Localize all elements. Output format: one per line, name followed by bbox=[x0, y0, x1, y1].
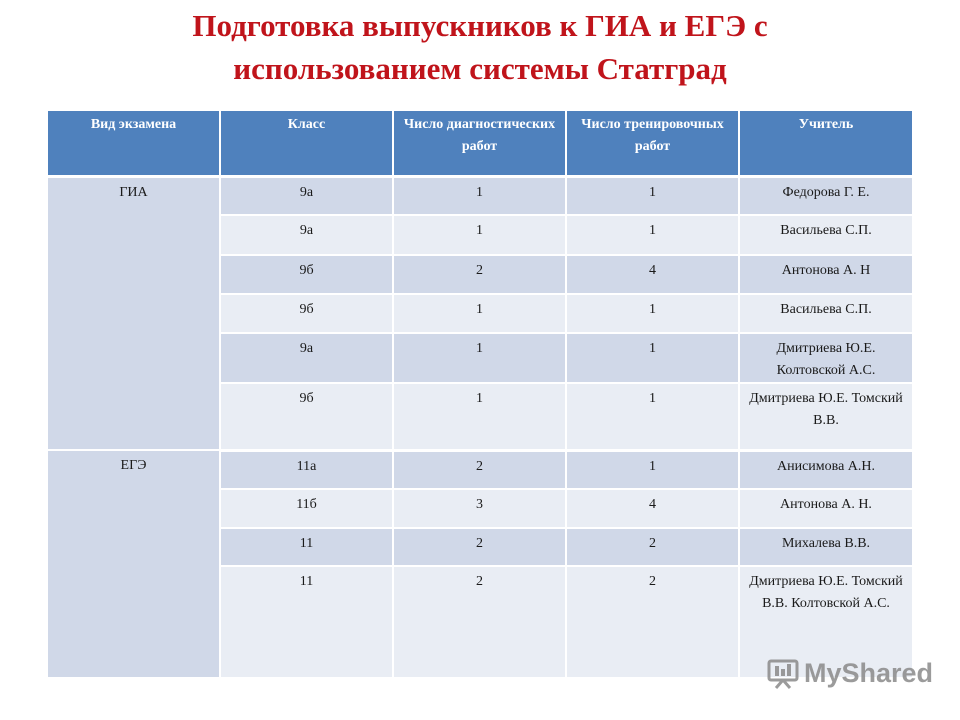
myshared-watermark bbox=[766, 655, 933, 691]
diagnostic-cell: 1 bbox=[393, 294, 566, 333]
class-cell: 11а bbox=[220, 450, 393, 489]
class-cell: 9б bbox=[220, 255, 393, 294]
exam-type-cell: ЕГЭ bbox=[48, 450, 220, 678]
training-cell: 1 bbox=[566, 383, 739, 450]
diagnostic-cell: 2 bbox=[393, 528, 566, 566]
class-cell: 9а bbox=[220, 176, 393, 215]
exam-type-cell: ГИА bbox=[48, 176, 220, 450]
training-cell: 1 bbox=[566, 333, 739, 383]
diagnostic-cell: 1 bbox=[393, 176, 566, 215]
teacher-cell: Дмитриева Ю.Е. Томский В.В. Колтовской А.С. bbox=[739, 566, 912, 678]
training-cell: 2 bbox=[566, 528, 739, 566]
class-cell: 9б bbox=[220, 383, 393, 450]
watermark-text: MyShared bbox=[804, 657, 934, 688]
teacher-cell: Анисимова А.Н. bbox=[739, 450, 912, 489]
training-cell: 1 bbox=[566, 294, 739, 333]
page-title-line-1: Подготовка выпускников к ГИА и ЕГЭ с bbox=[192, 8, 768, 43]
diagnostic-cell: 1 bbox=[393, 215, 566, 255]
diagnostic-cell: 3 bbox=[393, 489, 566, 528]
teacher-cell: Дмитриева Ю.Е. Томский В.В. bbox=[739, 383, 912, 450]
header-training-count: Число тренировочных работ bbox=[566, 111, 739, 176]
teacher-cell: Васильева С.П. bbox=[739, 294, 912, 333]
exam-table bbox=[48, 111, 912, 679]
page-title-line-2: использованием системы Статград bbox=[233, 51, 727, 86]
page-title bbox=[0, 4, 960, 90]
header-exam-type: Вид экзамена bbox=[48, 111, 220, 176]
diagnostic-cell: 1 bbox=[393, 383, 566, 450]
teacher-cell: Дмитриева Ю.Е. Колтовской А.С. bbox=[739, 333, 912, 383]
training-cell: 1 bbox=[566, 176, 739, 215]
table-header-row bbox=[48, 111, 912, 176]
training-cell: 4 bbox=[566, 489, 739, 528]
header-class: Класс bbox=[220, 111, 393, 176]
class-cell: 9б bbox=[220, 294, 393, 333]
training-cell: 4 bbox=[566, 255, 739, 294]
teacher-cell: Михалева В.В. bbox=[739, 528, 912, 566]
teacher-cell: Васильева С.П. bbox=[739, 215, 912, 255]
diagnostic-cell: 2 bbox=[393, 255, 566, 294]
class-cell: 11б bbox=[220, 489, 393, 528]
table-row bbox=[48, 450, 912, 489]
class-cell: 9а bbox=[220, 215, 393, 255]
training-cell: 2 bbox=[566, 566, 739, 678]
presentation-icon bbox=[766, 656, 800, 690]
diagnostic-cell: 2 bbox=[393, 566, 566, 678]
class-cell: 9а bbox=[220, 333, 393, 383]
header-diagnostic-count: Число диагностических работ bbox=[393, 111, 566, 176]
diagnostic-cell: 1 bbox=[393, 333, 566, 383]
class-cell: 11 bbox=[220, 566, 393, 678]
teacher-cell: Антонова А. Н. bbox=[739, 489, 912, 528]
class-cell: 11 bbox=[220, 528, 393, 566]
diagnostic-cell: 2 bbox=[393, 450, 566, 489]
teacher-cell: Федорова Г. Е. bbox=[739, 176, 912, 215]
table-row bbox=[48, 176, 912, 215]
training-cell: 1 bbox=[566, 215, 739, 255]
training-cell: 1 bbox=[566, 450, 739, 489]
header-teacher: Учитель bbox=[739, 111, 912, 176]
teacher-cell: Антонова А. Н bbox=[739, 255, 912, 294]
